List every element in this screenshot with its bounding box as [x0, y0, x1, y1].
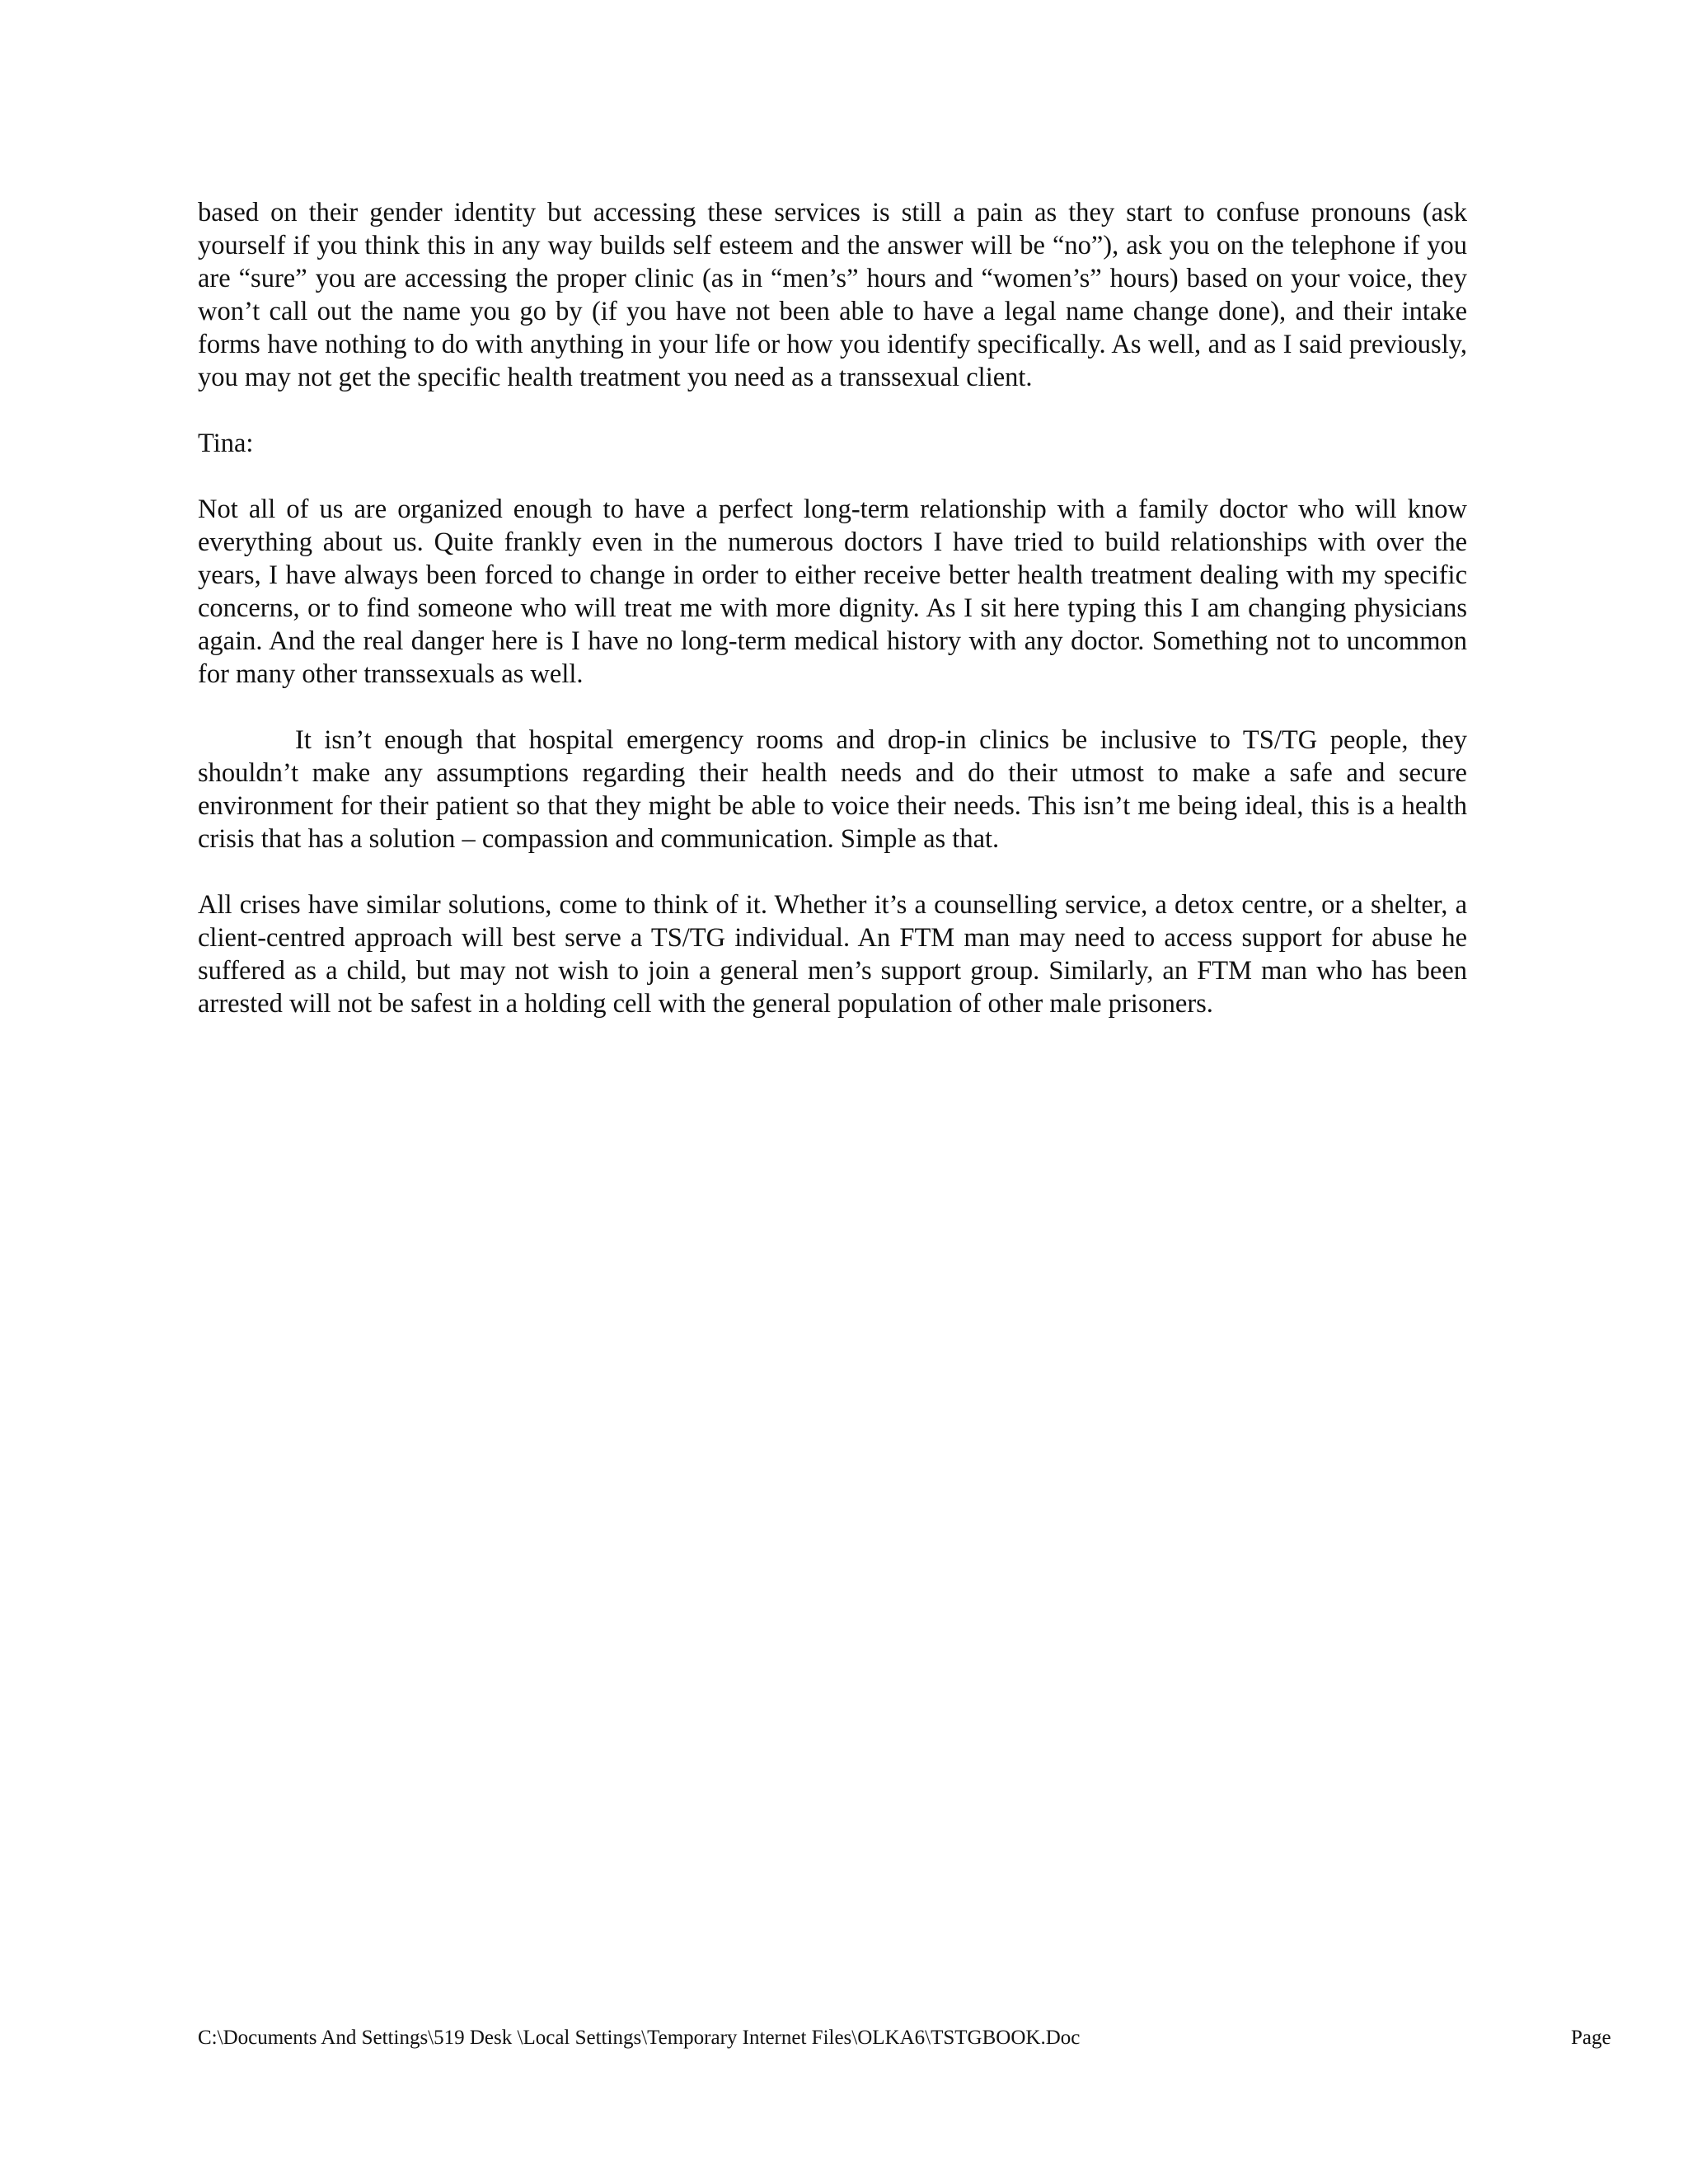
speaker-label-tina: Tina:: [198, 429, 254, 458]
document-body: [198, 196, 1467, 1053]
paragraph-family-doctor: Not all of us are organized enough to have a perfect long-term relationship with a family doctor who will know everything about us. Quite frankly even in the numerous doctors I have tried to build relationships with over the years, I have always been forced to change in order to either receive better health treatment dealing with my specific concerns, or to find someone who will treat me with more dignity. As I sit here typing this I am changing physicians again. And the real danger here is I have no long-term medical history with any doctor. Something not to uncommon for many other transsexuals as well.: [198, 494, 1467, 689]
footer-file-path: C:\Documents And Settings\519 Desk \Local Settings\Temporary Internet Files\OLKA6\TSTGBOOK.Doc: [198, 2027, 1081, 2049]
paragraph-crises-solutions: All crises have similar solutions, come to think of it. Whether it’s a counselling service, a detox centre, or a shelter, a client-centred approach will best serve a TS/TG individual. An FTM man may need to access support for abuse he suffered as a child, but may not wish to join a general men’s support group. Similarly, an FTM man who has been arrested will not be safest in a holding cell with the general population of other male prisoners.: [198, 890, 1467, 1019]
paragraph-gender-services: based on their gender identity but accessing these services is still a pain as they start to confuse pronouns (ask yourself if you think this in any way builds self esteem and the answer will be “no”), ask you on the telephone if you are “sure” you are accessing the proper clinic (as in “men’s” hours and “women’s” hours) based on your voice, they won’t call out the name you go by (if you have not been able to have a legal name change done), and their intake forms have nothing to do with anything in your life or how you identify specifically. As well, and as I said previously, you may not get the specific health treatment you need as a transsexual client.: [198, 198, 1467, 392]
paragraph-emergency-rooms: It isn’t enough that hospital emergency rooms and drop-in clinics be inclusive to TS/TG people, they shouldn’t make any assumptions regarding their health needs and do their utmost to make a safe and secure environment for their patient so that they might be able to voice their needs. This isn’t me being ideal, this is a health crisis that has a solution – compassion and communication. Simple as that.: [198, 725, 1467, 854]
footer-page-label: Page: [1571, 2027, 1611, 2049]
